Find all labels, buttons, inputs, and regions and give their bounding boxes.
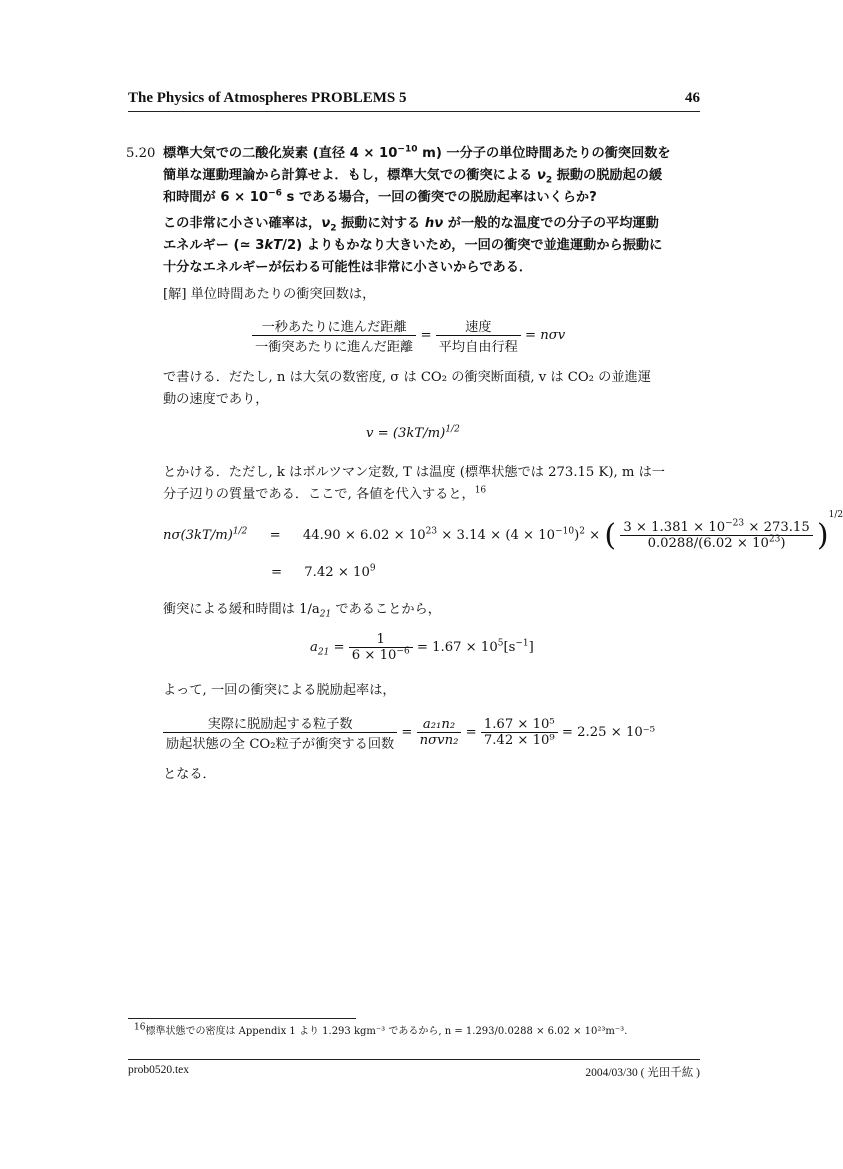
- fraction-thermal: $\frac{3 \times 1.381 \times 10^{-23} \times 273.15}{0.0288/(6.02 \times 10^{23})}$: [620, 520, 812, 551]
- fraction-a21: $\frac{\text{a₂₁n₂}}{\text{nσvn₂}}$: [417, 717, 462, 748]
- equation-collision-result: = $7.42 \times 10^9$: [271, 563, 376, 580]
- footer-filename: prob0520.tex: [128, 1064, 190, 1076]
- solution-intro: [解] 単位時間あたりの衝突回数は，: [163, 287, 376, 302]
- fraction-relaxation: $\frac{1}{6 \times 10^{-6}}$: [349, 632, 413, 663]
- problem-statement: [163, 143, 703, 209]
- equation-deexcitation-rate: $\frac{\text{実際に脱励起する粒子数}}{\text{励起状態の全 CO₂粒子が衝突する回数}}$ = $\frac{\text{a₂₁n₂}}{\text{nσvn₂}}$ = $\frac{\text{1.67 × 10⁵}}{\text{7.42 × 10⁹}}$ = 2.25 × 10⁻⁵: [163, 713, 655, 752]
- footnote: [134, 1022, 704, 1037]
- footnote-mark: 16: [134, 1022, 146, 1033]
- explanation-line-3: 十分なエネルギーが伝わる可能性は非常に小さいからである．: [163, 260, 533, 275]
- problem-line-1: 標準大気での二酸化炭素 (直径 $4 \times 10^{-10}$ m) 一分子の単位時間あたりの衝突回数を: [163, 144, 671, 161]
- explanation-line-2: エネルギー (≃ 3kT/2) よりもかなり大きいため，一回の衝突で並進運動から振動に: [163, 238, 663, 253]
- footer-date-author: 2004/03/30 ( 光田千紘 ): [585, 1067, 700, 1079]
- problem-line-2: 簡単な運動理論から計算せよ．もし，標準大気での衝突による $\nu_2$ 振動の脱励起の緩: [163, 168, 663, 186]
- text-deexcitation: よって, 一回の衝突による脱励起率は，: [163, 683, 396, 698]
- text-relaxation: 衝突による緩和時間は $1/a_{21}$ であることから，: [163, 602, 441, 620]
- fraction-particles: $\frac{\text{実際に脱励起する粒子数}}{\text{励起状態の全 CO₂粒子が衝突する回数}}$: [163, 713, 397, 752]
- header-rule: [128, 111, 700, 112]
- equation-collision-rate: $\frac{\text{一秒あたりに進んだ距離}}{\text{一衝突あたりに進んだ距離}}$ = $\frac{\text{速度}}{\text{平均自由行程}}$ = nσv: [252, 316, 565, 355]
- problem-explanation: [163, 213, 703, 279]
- equation-velocity: $v = (3kT/m)^{1/2}$: [366, 424, 460, 441]
- footnote-rule: [128, 1018, 356, 1019]
- equation-collision-calc: $n\sigma(3kT/m)^{1/2} = 44.90 \times 6.02 \times 10^{23} \times 3.14 \times (4 \times 10^{-10})^2$ × ( $\frac{3 \times 1.381 \times 10^{-23} \times 273.15}{0.0288/(6.02 \times 10^{23})}$ )$^{1/2}$: [163, 510, 843, 553]
- text-definitions-1: で書ける．だたし, n は大気の数密度, σ は CO₂ の衝突断面積, v は CO₂ の並進運 動の速度であり，: [163, 370, 651, 407]
- running-header-title: The Physics of Atmospheres PROBLEMS 5: [128, 90, 407, 106]
- text-conclusion: となる．: [163, 767, 216, 782]
- page-number: 46: [685, 90, 700, 106]
- problem-number: 5.20: [126, 146, 156, 161]
- footer-rule: [128, 1059, 700, 1060]
- footnote-text: 標準状態での密度は Appendix 1 より 1.293 kgm⁻³ であるから, n = 1.293/0.0288 × 6.02 × 10²³m⁻³.: [145, 1026, 628, 1037]
- problem-line-3: 和時間が $6 \times 10^{-6}$ s である場合，一回の衝突での脱励起率はいくらか?: [163, 188, 597, 205]
- fraction-values: $\frac{\text{1.67 × 10⁵}}{\text{7.42 × 10⁹}}$: [481, 717, 558, 748]
- explanation-line-1: この非常に小さい確率は，$\nu_2$ 振動に対する hν が一般的な温度での分子の平均運動: [163, 216, 659, 234]
- equation-a21: $a_{21}$ = $\frac{1}{6 \times 10^{-6}}$ = $1.67 \times 10^5[s^{-1}]$: [310, 632, 534, 663]
- fraction-distance: $\frac{\text{一秒あたりに進んだ距離}}{\text{一衝突あたりに進んだ距離}}$: [252, 316, 416, 355]
- text-definitions-2: とかける．ただし, k はボルツマン定数, T は温度 (標準状態では 273.15 K), m は一 分子辺りの質量である．ここで, 各値を代入すると，$^{16}$: [163, 465, 665, 502]
- fraction-speed: $\frac{\text{速度}}{\text{平均自由行程}}$: [436, 316, 521, 355]
- footnote-ref: 16: [474, 485, 487, 496]
